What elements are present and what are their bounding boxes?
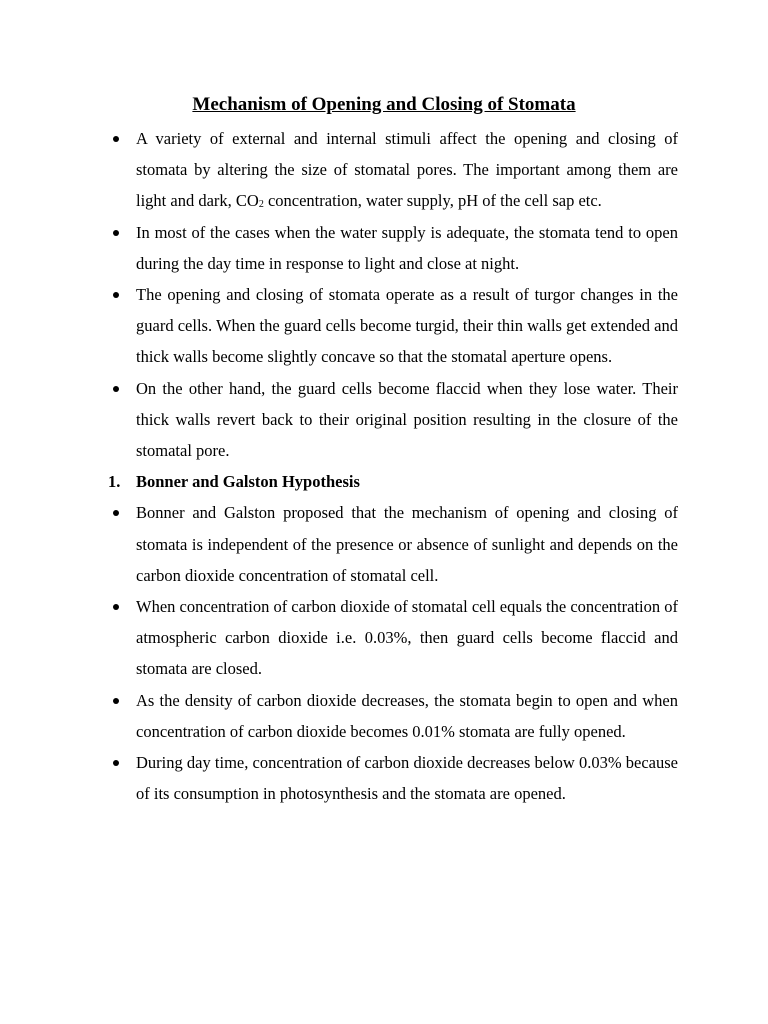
section-heading-text: Bonner and Galston Hypothesis (136, 472, 360, 492)
paragraph-text: When concentration of carbon dioxide of stomatal cell equals the concentration of atmospheric carbon dioxide i.e. 0.03%, then guard cells become flaccid and stomata are closed. (136, 597, 679, 679)
bullet-paragraph-4 (108, 373, 678, 467)
page-title: Mechanism of Opening and Closing of Stomata (192, 94, 576, 115)
bullet-paragraph-8 (108, 747, 678, 809)
paragraph-text: On the other hand, the guard cells become flaccid when they lose water. Their thick walls revert back to their original position resulting in the closure of the stomatal pore. (136, 378, 678, 461)
paragraph-text: A variety of external and internal stimuli affect the opening and closing of stomata by altering the size of stomatal pores. The important among them are light and dark, $CO_2$ concentration, water supply, pH of the cell sap etc. (136, 129, 678, 211)
paragraph-text: In most of the cases when the water supply is adequate, the stomata tend to open during the day time in response to light and close at night. (136, 222, 678, 273)
bullet-paragraph-6 (108, 591, 678, 685)
paragraph-text: As the density of carbon dioxide decreases, the stomata begin to open and when concentration of carbon dioxide becomes 0.01% stomata are fully opened. (136, 690, 678, 741)
document-body (108, 123, 678, 809)
bullet-paragraph-3 (108, 279, 678, 373)
bullet-paragraph-7 (108, 685, 678, 747)
bullet-paragraph-5 (108, 497, 678, 591)
bullet-paragraph-1 (108, 123, 678, 217)
section-heading-1 (108, 466, 678, 497)
paragraph-text: The opening and closing of stomata operate as a result of turgor changes in the guard cells. When the guard cells become turgid, their thin walls get extended and thick walls become slightly concave so that the stomatal aperture opens. (136, 285, 678, 367)
paragraph-text: During day time, concentration of carbon dioxide decreases below 0.03% because of its consumption in photosynthesis and the stomata are opened. (136, 753, 678, 804)
bullet-paragraph-2 (108, 217, 678, 279)
subscript: 2 (258, 199, 264, 211)
section-number: 1. (108, 472, 121, 492)
paragraph-text: Bonner and Galston proposed that the mechanism of opening and closing of stomata is independent of the presence or absence of sunlight and depends on the carbon dioxide concentration of stomatal cell. (136, 503, 678, 585)
